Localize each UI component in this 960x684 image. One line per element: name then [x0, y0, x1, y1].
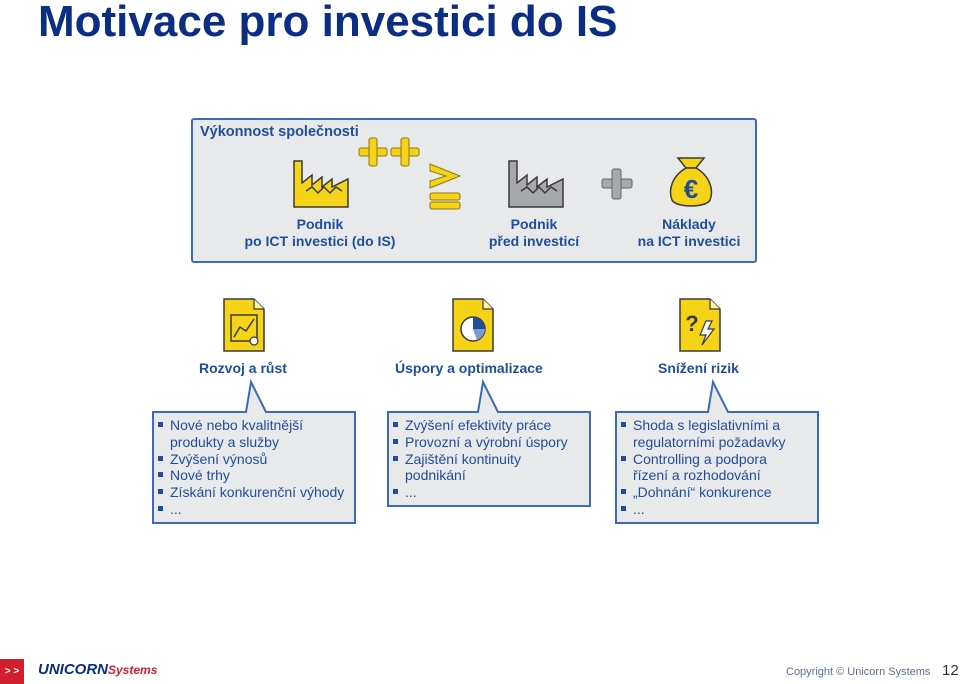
list-item: Zvýšení výnosů: [156, 451, 352, 468]
page-number: 12: [942, 662, 959, 679]
list-item: Shoda s legislativními a: [619, 417, 815, 434]
company-logo: [38, 661, 157, 678]
page-title: Motivace pro investici do IS: [38, 0, 618, 46]
money-bag-icon: [671, 158, 712, 206]
svg-text:?: ?: [685, 311, 699, 336]
list-item: řízení a rozhodování: [633, 467, 761, 484]
pie-chart-document-icon: [453, 299, 493, 351]
panel-title: Výkonnost společnosti: [200, 124, 359, 140]
bullet-list-rizika: [619, 417, 815, 518]
logo-sub-text: Systems: [108, 663, 158, 677]
list-item: Nové nebo kvalitnější: [156, 417, 352, 434]
list-item: ...: [156, 501, 352, 518]
caption-line2: před investicí: [488, 233, 580, 249]
caption-line1: Podnik: [296, 216, 344, 232]
plus-icon: [602, 169, 632, 199]
factory-icon: [509, 161, 563, 207]
list-item: Zajištění kontinuity: [391, 451, 587, 468]
copyright-text: Copyright © Unicorn Systems: [786, 666, 931, 678]
list-item: podnikání: [405, 467, 466, 484]
list-item: produkty a služby: [170, 433, 279, 450]
bullet-list-rozvoj: [156, 417, 352, 518]
risk-question-document-icon: [680, 299, 720, 351]
category-title-uspory: Úspory a optimalizace: [395, 360, 543, 376]
list-item: Zvýšení efektivity práce: [391, 417, 587, 434]
list-item: ...: [391, 484, 587, 501]
list-item: Nové trhy: [156, 467, 352, 484]
logo-main-text: UNICORN: [38, 661, 108, 678]
caption-line2: na ICT investici: [637, 233, 741, 249]
caption-line1: Náklady: [662, 216, 716, 232]
caption-line2: po ICT investici (do IS): [244, 233, 396, 249]
list-item: Provozní a výrobní úspory: [391, 434, 587, 451]
list-item: Získání konkurenční výhody: [156, 484, 352, 501]
list-item: regulatorními požadavky: [633, 433, 786, 450]
caption-line1: Podnik: [510, 216, 558, 232]
bullet-list-uspory: [391, 417, 587, 501]
greater-equal-icon: [430, 164, 460, 209]
list-item: „Dohnání“ konkurence: [619, 484, 815, 501]
list-item: Controlling a podpora: [619, 451, 815, 468]
category-title-rozvoj: Rozvoj a růst: [199, 360, 287, 376]
growth-chart-document-icon: [224, 299, 264, 351]
caption-costs: [589, 216, 789, 250]
factory-icon: [294, 161, 348, 207]
category-title-rizika: Snížení rizik: [658, 360, 739, 376]
svg-text:€: €: [683, 174, 699, 204]
list-item: ...: [619, 501, 815, 518]
double-plus-icon: [359, 138, 419, 166]
logo-mark: > >: [0, 659, 24, 684]
caption-after-investment: [220, 216, 420, 250]
